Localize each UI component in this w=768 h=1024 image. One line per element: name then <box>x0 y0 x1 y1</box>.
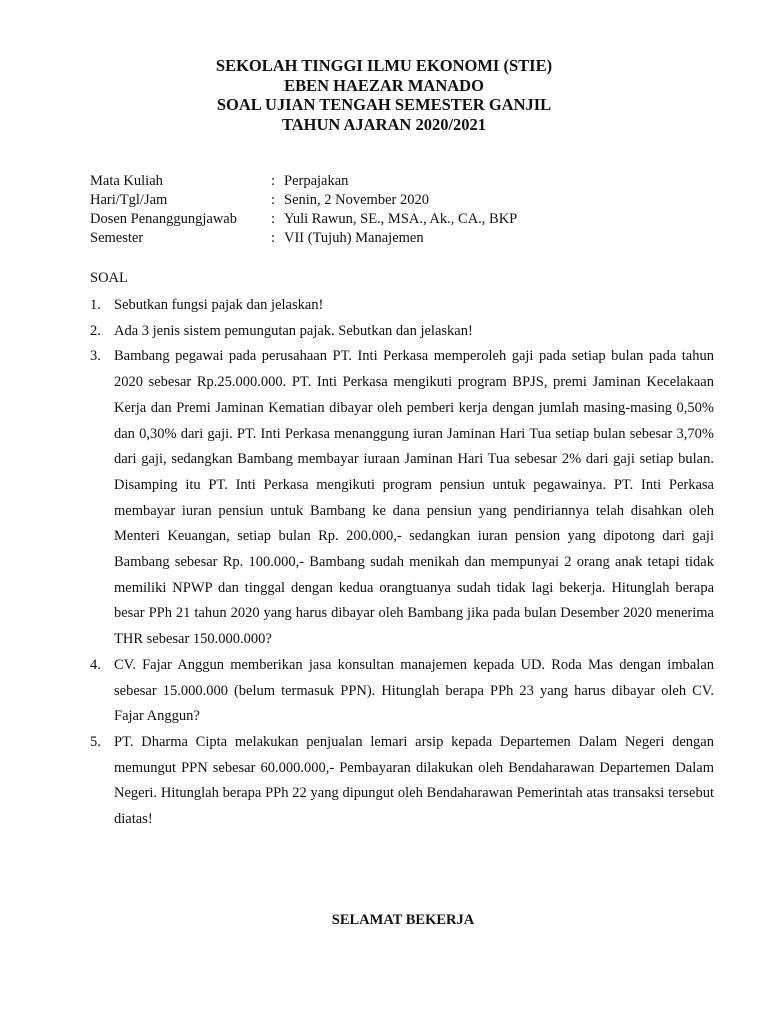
institution-location: EBEN HAEZAR MANADO <box>284 75 484 95</box>
question-item <box>90 344 714 652</box>
institution-name: SEKOLAH TINGGI ILMU EKONOMI (STIE) <box>215 56 553 75</box>
info-colon: : <box>271 192 276 208</box>
question-number: 4. <box>90 656 101 673</box>
info-label: Hari/Tgl/Jam <box>90 192 168 208</box>
question-number: 1. <box>90 297 101 313</box>
info-value: Senin, 2 November 2020 <box>284 192 429 208</box>
section-title: SOAL <box>90 270 128 286</box>
exam-info-block <box>90 172 517 248</box>
info-row-lecturer <box>90 210 517 229</box>
question-number: 3. <box>90 348 101 365</box>
info-row-course <box>90 172 517 191</box>
closing-text: SELAMAT BEKERJA <box>331 912 475 928</box>
info-value: Perpajakan <box>284 173 349 189</box>
info-value: Yuli Rawun, SE., MSA., Ak., CA., BKP <box>284 211 518 227</box>
info-row-date <box>90 191 517 210</box>
question-number: 5. <box>90 733 101 750</box>
question-item <box>90 293 714 319</box>
info-label: Semester <box>90 230 144 246</box>
exam-title: SOAL UJIAN TENGAH SEMESTER GANJIL <box>216 95 552 114</box>
info-colon: : <box>271 211 276 227</box>
question-text: PT. Dharma Cipta melakukan penjualan lemari arsip kepada Departemen Dalam Negeri dengan memungut PPN sebesar 60.000.000,- Pembayaran dilakukan oleh Bendaharawan Departemen Dalam Negeri. Hitunglah berapa PPh 22 yang dipungut oleh Bendaharawan Pemerintah atas transaksi tersebut diatas! <box>114 733 714 828</box>
info-colon: : <box>271 230 276 246</box>
info-label: Mata Kuliah <box>90 173 163 189</box>
question-text: CV. Fajar Anggun memberikan jasa konsultan manajemen kepada UD. Roda Mas dengan imbalan sebesar 15.000.000 (belum termasuk PPN). Hitunglah berapa PPh 23 yang harus dibayar oleh CV. Fajar Anggun? <box>114 656 714 725</box>
info-label: Dosen Penanggungjawab <box>90 211 237 227</box>
info-value: VII (Tujuh) Manajemen <box>284 230 424 246</box>
question-item <box>90 319 714 345</box>
question-text: Bambang pegawai pada perusahaan PT. Inti Perkasa memperoleh gaji pada setiap bulan pada tahun 2020 sebesar Rp.25.000.000. PT. Inti Perkasa mengikuti program BPJS, premi Jaminan Kecelakaan Kerja dan Premi Jaminan Kematian dibayar oleh pemberi kerja dengan jumlah masing-masing 0,50% dan 0,30% dari gaji. PT. Inti Perkasa menanggung iuran Jaminan Hari Tua setiap bulan sebesar 3,70% dari gaji, sedangkan Bambang membayar iuraan Jaminan Hari Tua sebesar 2% dari gaji setiap bulan. Disamping itu PT. Inti Perkasa mengikuti program pensiun untuk pegawainya. PT. Inti Perkasa membayar iuran pensiun untuk Bambang ke dana pensiun yang pendiriannya telah disahkan oleh Menteri Keuangan, setiap bulan Rp. 200.000,- sedangkan iuran pension yang dipotong dari gaji Bambang sebesar Rp. 100.000,- Bambang sudah menikah dan mempunyai 2 orang anak tetapi tidak memiliki NPWP dan tinggal dengan kedua orangtuanya sudah tidak lagi bekerja. Hitunglah berapa besar PPh 21 tahun 2020 yang harus dibayar oleh Bambang jika pada bulan Desember 2020 menerima THR sebesar 150.000.000? <box>114 348 714 648</box>
question-number: 2. <box>90 322 101 339</box>
question-text: Ada 3 jenis sistem pemungutan pajak. Sebutkan dan jelaskan! <box>114 322 473 339</box>
academic-year: TAHUN AJARAN 2020/2021 <box>281 114 487 134</box>
question-list <box>90 293 714 833</box>
document-header <box>0 56 768 134</box>
info-row-semester <box>90 229 517 248</box>
question-text: Sebutkan fungsi pajak dan jelaskan! <box>114 297 324 313</box>
question-item <box>90 730 714 833</box>
question-item <box>90 653 714 730</box>
info-colon: : <box>271 173 276 189</box>
